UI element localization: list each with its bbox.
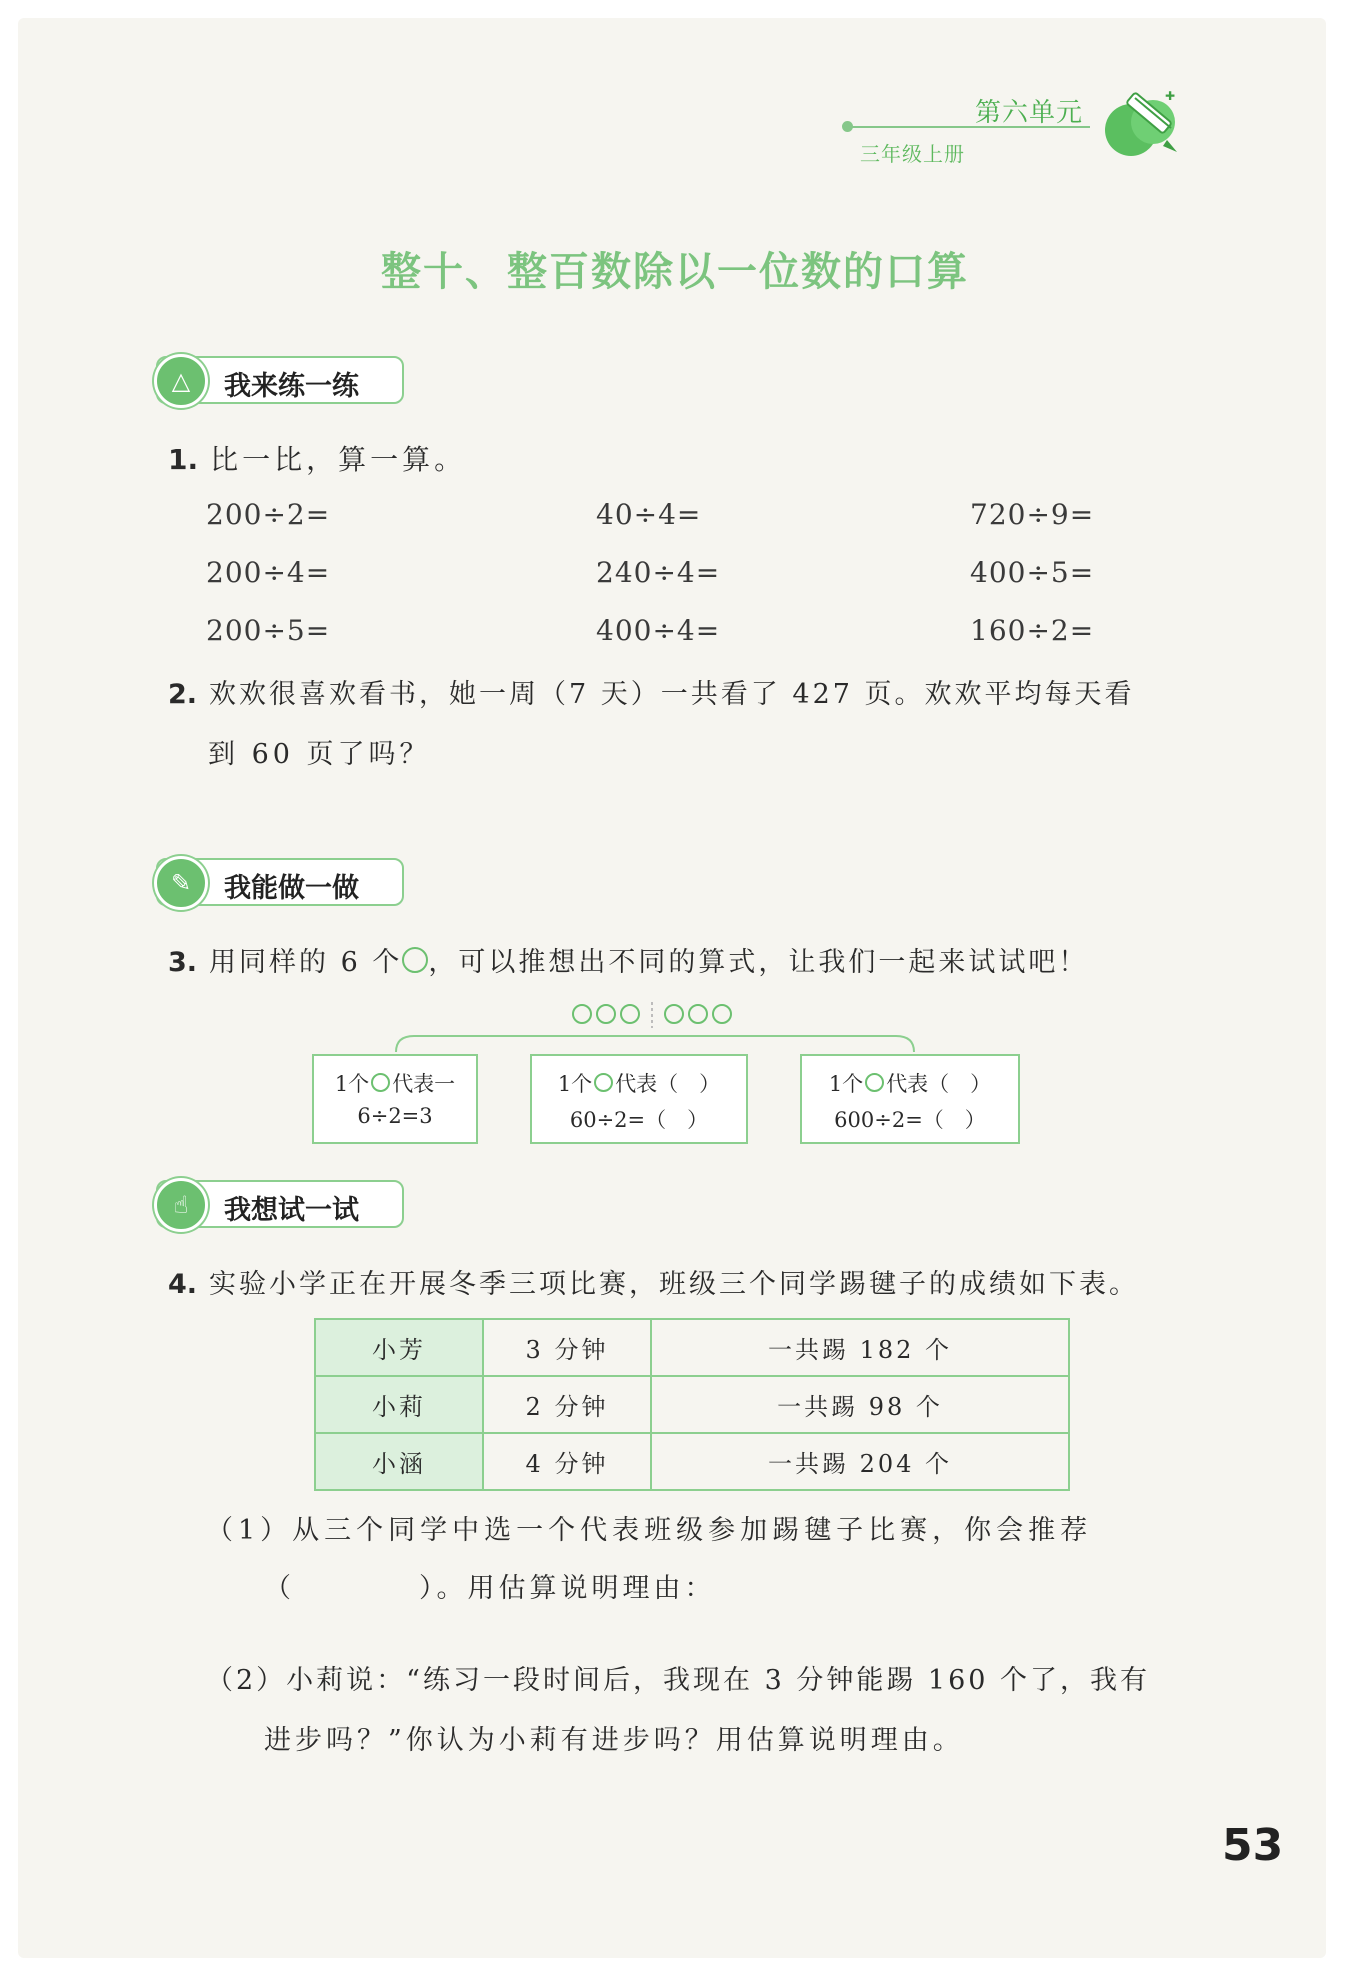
question-text: 比一比，算一算。 (210, 443, 467, 476)
ruler-compass-icon: △ (154, 354, 208, 408)
kick-results-table (314, 1318, 1070, 1491)
equation: 200÷2= (206, 498, 331, 531)
question-4 (168, 1262, 1139, 1301)
circle-symbol (865, 1073, 884, 1092)
table-row (315, 1319, 1069, 1376)
equation: 240÷4= (596, 556, 721, 589)
section-badge-try (156, 1180, 404, 1228)
page-title: 整十、整百数除以一位数的口算 (381, 248, 969, 295)
equation: 400÷5= (970, 556, 1095, 589)
table-row (315, 1433, 1069, 1490)
question-1 (168, 438, 466, 478)
representation-box-3: 1个 代表（ ） 600÷2=（ ） (800, 1054, 1020, 1144)
page-number: 53 (1222, 1820, 1284, 1871)
question-number: 2. (168, 679, 198, 710)
question-3 (168, 940, 1088, 979)
equation: 400÷4= (596, 614, 721, 647)
subquestion-1-text: （ ）。用估算说明理由： (264, 1573, 716, 1604)
question-text: ，可以推想出不同的算式，让我们一起来试试吧！ (428, 947, 1089, 978)
question-2 (168, 672, 1198, 711)
question-text: 到 60 页了吗？ (208, 739, 431, 770)
subquestion-2-text: 进步吗？”你认为小莉有进步吗？用估算说明理由。 (264, 1725, 964, 1756)
table-cell-count: 一共踢 182 个 (651, 1319, 1069, 1376)
pointing-hand-icon: ☝ (154, 1178, 208, 1232)
subquestion-2-text: （2）小莉说：“练习一段时间后，我现在 3 分钟能踢 160 个了，我有 (206, 1665, 1151, 1696)
table-cell-time: 4 分钟 (483, 1433, 651, 1490)
section-label: 我想试一试 (224, 1195, 359, 1226)
table-cell-name: 小芳 (315, 1319, 483, 1376)
subquestion-1-text: （1）从三个同学中选一个代表班级参加踢毽子比赛，你会推荐 (206, 1515, 1093, 1546)
circle-symbol (402, 947, 428, 973)
equation: 200÷4= (206, 556, 331, 589)
pencil-icon: ✎ (154, 856, 208, 910)
question-number: 1. (168, 443, 199, 476)
section-label: 我能做一做 (224, 873, 359, 904)
representation-box-2: 1个 代表（ ） 60÷2=（ ） (530, 1054, 748, 1144)
table-cell-time: 2 分钟 (483, 1376, 651, 1433)
table-cell-time: 3 分钟 (483, 1319, 651, 1376)
equation: 720÷9= (970, 498, 1095, 531)
pencil-logo-icon (1095, 82, 1187, 164)
equation: 160÷2= (970, 614, 1095, 647)
question-number: 4. (168, 1269, 198, 1300)
table-cell-count: 一共踢 204 个 (651, 1433, 1069, 1490)
question-text: 实验小学正在开展冬季三项比赛，班级三个同学踢毽子的成绩如下表。 (209, 1269, 1140, 1300)
svg-text:✚: ✚ (1165, 89, 1176, 103)
equation: 40÷4= (596, 498, 702, 531)
section-badge-do (156, 858, 404, 906)
table-cell-name: 小莉 (315, 1376, 483, 1433)
grade-label: 三年级上册 (860, 142, 965, 166)
section-label: 我来练一练 (224, 371, 359, 402)
circle-symbol (371, 1073, 390, 1092)
table-row (315, 1376, 1069, 1433)
representation-box-1: 1个 代表一 6÷2=3 (312, 1054, 478, 1144)
circle-symbol (594, 1073, 613, 1092)
question-text: 用同样的 6 个 (209, 947, 403, 978)
table-cell-name: 小涵 (315, 1433, 483, 1490)
unit-label: 第六单元 (975, 98, 1084, 128)
table-cell-count: 一共踢 98 个 (651, 1376, 1069, 1433)
six-circles-diagram (390, 998, 920, 1054)
equation: 200÷5= (206, 614, 331, 647)
question-number: 3. (168, 947, 198, 978)
section-badge-practice (156, 356, 404, 404)
question-text: 欢欢很喜欢看书，她一周（7 天）一共看了 427 页。欢欢平均每天看 (209, 679, 1135, 710)
